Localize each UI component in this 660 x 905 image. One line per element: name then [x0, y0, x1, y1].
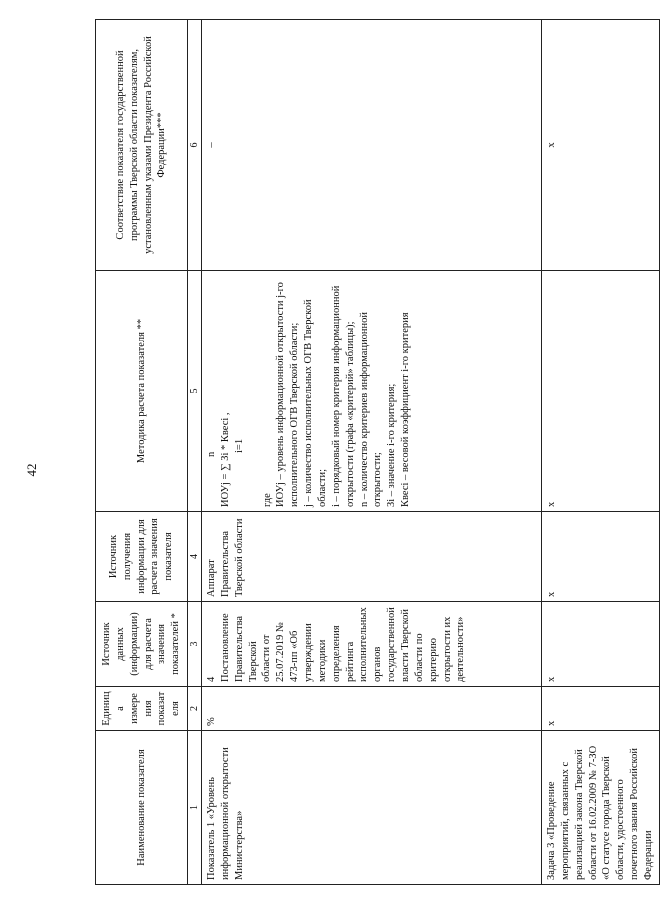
column-number: 3: [188, 602, 202, 687]
indicator-calculation-method: [202, 271, 542, 512]
task-calculation-method: х: [542, 271, 660, 512]
indicator-unit: %: [202, 687, 542, 731]
column-number: 4: [188, 512, 202, 602]
column-number: 5: [188, 271, 202, 512]
rotated-page: [95, 20, 655, 885]
header-calculation-method: Методика расчета показателя **: [96, 271, 188, 512]
method-description: [261, 275, 413, 507]
method-line: n – количество критериев информационной открытости;: [358, 311, 384, 507]
formula-upper-limit: n: [206, 451, 217, 457]
method-line: Зi – значение i-го критерия;: [386, 383, 398, 507]
column-numbers-row: [188, 20, 202, 885]
task-row-3: [542, 20, 660, 885]
column-number: 6: [188, 20, 202, 271]
task-info-source: х: [542, 512, 660, 602]
method-line: i – порядковый номер критерия информационной открытости (графа «критерий» таблицы);: [330, 285, 356, 507]
formula: [205, 275, 247, 507]
task-unit: х: [542, 687, 660, 731]
header-info-source: Источник получения информации для расчета значения показателя: [96, 512, 188, 602]
indicator-row-1: [202, 20, 542, 885]
header-presidential-compliance: Соответствие показателя государственной программы Тверской области показателям, установленным указами Президента Российской Федерации***: [96, 20, 188, 271]
indicator-name: Показатель 1 «Уровень информационной открытости Министерства»: [202, 731, 542, 885]
formula-main: ИОУj = ∑ Зi * Квесi ,: [219, 412, 231, 507]
column-number: 1: [188, 731, 202, 885]
indicator-compliance: –: [202, 20, 542, 271]
method-line: Квесi – весовой коэффициент i-го критерия: [400, 312, 412, 507]
page-number: 42: [24, 463, 39, 477]
indicator-data-source: 4 Постановление Правительства Тверской области от 25.07.2019 № 473-пп «Об утверждении методики определения рейтинга исполнительных органов государственной власти Тверской области по критерию открытости их деятельности»: [202, 602, 542, 687]
header-row: [96, 20, 188, 885]
header-data-source: Источник данных (информации) для расчета значения показателей *: [96, 602, 188, 687]
method-line: j – количество исполнительных ОГВ Тверской области;: [303, 299, 329, 507]
indicators-table: [95, 19, 660, 885]
formula-lower-limit: i=1: [233, 438, 245, 453]
method-line: где: [261, 493, 273, 507]
header-unit: Единица измерения показателя: [96, 687, 188, 731]
task-data-source: х: [542, 602, 660, 687]
task-compliance: х: [542, 20, 660, 271]
column-number: 2: [188, 687, 202, 731]
task-name: Задача 3 «Проведение мероприятий, связанных с реализацией закона Тверской области от 16.02.2009 № 7-ЗО «О статусе города Тверской области, удостоенного почетного звания Российской Федерации: [542, 731, 660, 885]
header-indicator-name: Наименование показателя: [96, 731, 188, 885]
indicator-info-source: Аппарат Правительства Тверской области: [202, 512, 542, 602]
method-line: ИОУj – уровень информационной открытости j-го исполнительного ОГВ Тверской области;: [275, 282, 301, 507]
